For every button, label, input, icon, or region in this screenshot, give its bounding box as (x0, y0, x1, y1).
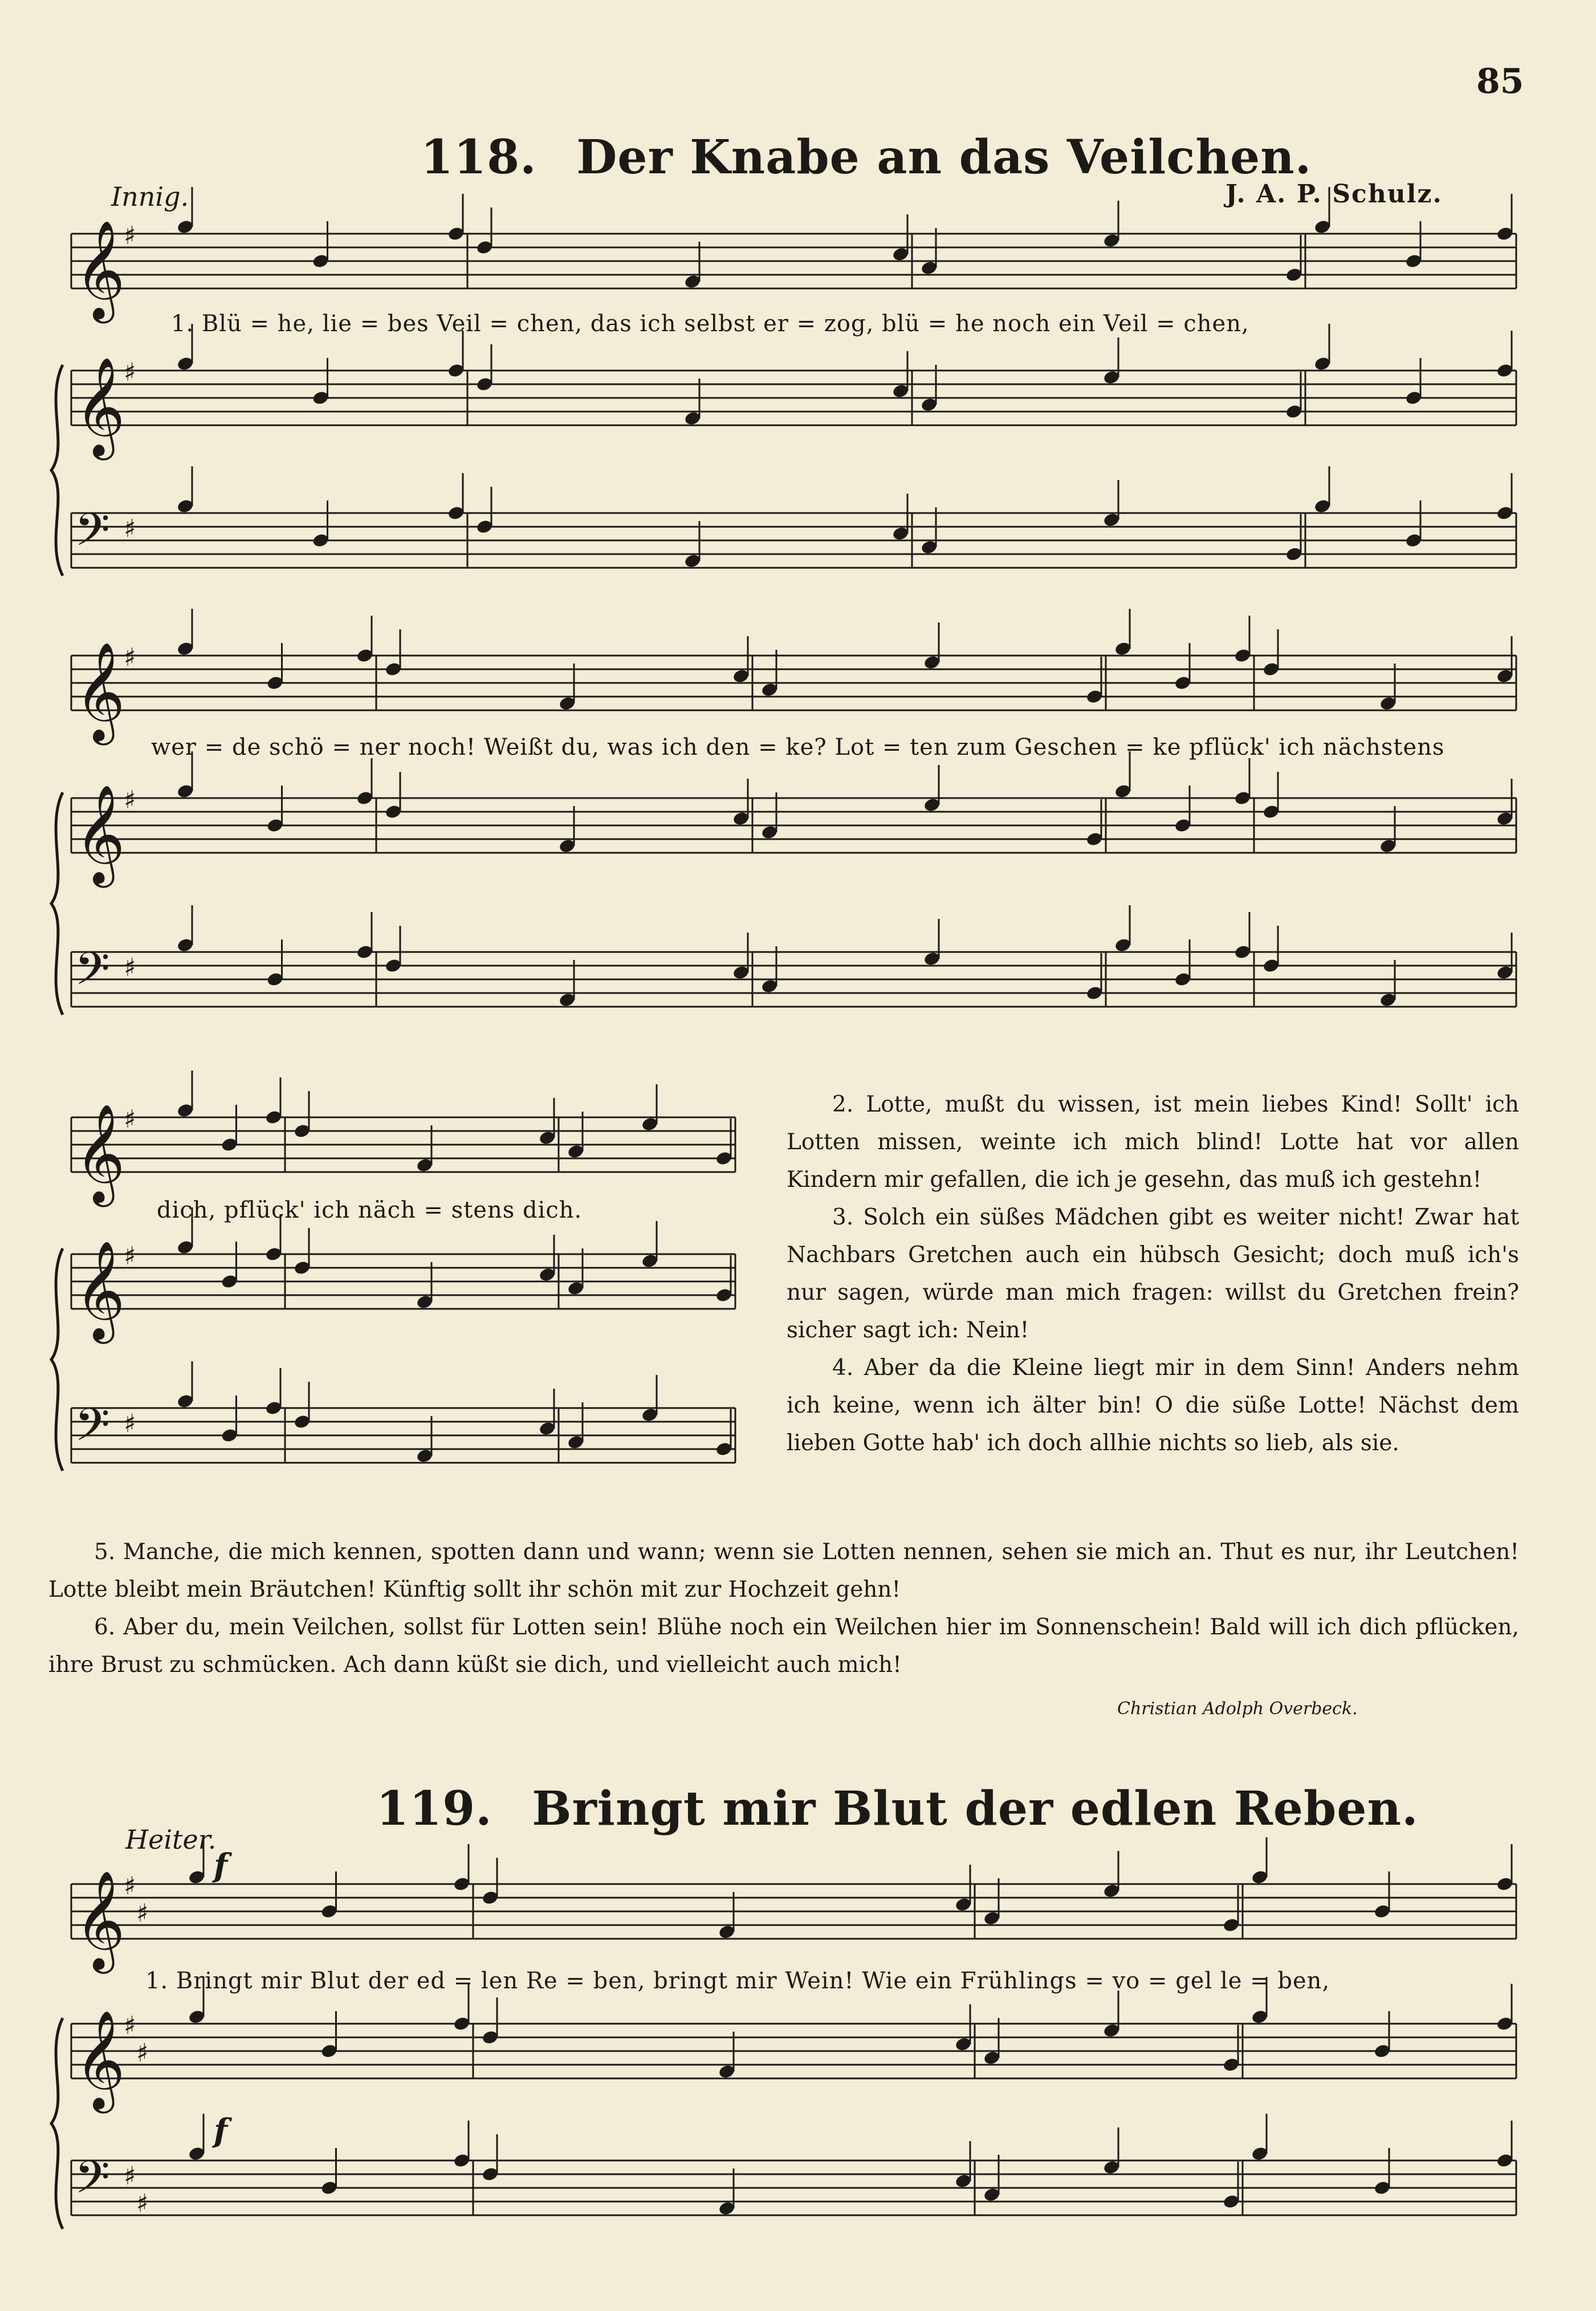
staff-systems (51, 187, 1516, 2229)
song-118-verse-4: 4. Aber da die Kleine liegt mir in dem Sinn! Anders nehm ich keine, wenn ich älter bin! O die süße Lotte! Nächst dem lieben Gotte hab' ich doch allhie nichts so lieb, als sie. (787, 1355, 1519, 1456)
sharp-sign: ♯ (124, 1409, 136, 1438)
song-118-tempo: Innig. (111, 181, 189, 212)
song-118-verse-5: 5. Manche, die mich kennen, spotten dann und wann; wenn sie Lotten nennen, sehen sie mich an. Thut es nur, ihr Leutchen! Lotte bleibt mein Bräutchen! Künftig sollt ihr schön mit zur Hochzeit gehn! (48, 1539, 1519, 1602)
sharp-sign: ♯ (136, 2189, 149, 2218)
sharp-sign: ♯ (124, 221, 136, 250)
treble-clef: 𝄞 (75, 357, 125, 456)
sharp-sign: ♯ (124, 1105, 136, 1134)
song-119-dynamic-forte-bass: f (214, 2112, 228, 2150)
sharp-sign: ♯ (124, 953, 136, 982)
system-brace (51, 2018, 63, 2229)
bass-clef: 𝄢 (75, 1398, 110, 1462)
sharp-sign: ♯ (136, 1899, 149, 1928)
song-119-lyrics-line-1: 1. Bringt mir Blut der ed = len Re = ben, bringt mir Wein! Wie ein Frühlings = vo = gel le = ben, (145, 1968, 1330, 1994)
system-brace (51, 365, 63, 576)
sharp-sign: ♯ (136, 2039, 149, 2068)
sharp-sign: ♯ (124, 786, 136, 815)
song-119-number: 119. (376, 1781, 492, 1836)
song-118-title: Der Knabe an das Veilchen. (576, 130, 1312, 185)
treble-clef: 𝄞 (75, 220, 125, 319)
sharp-sign: ♯ (124, 358, 136, 387)
bass-clef: 𝄢 (75, 2151, 110, 2215)
treble-clef: 𝄞 (75, 784, 125, 884)
song-118-composer: J. A. P. Schulz. (1226, 180, 1443, 209)
system-brace (51, 792, 63, 1015)
sharp-sign: ♯ (124, 1242, 136, 1271)
sharp-sign: ♯ (124, 643, 136, 672)
treble-clef: 𝄞 (75, 642, 125, 741)
song-119-title: Bringt mir Blut der edlen Reben. (532, 1781, 1419, 1836)
song-118-lyrics-line-3: dich, pflück' ich näch = stens dich. (157, 1197, 583, 1223)
treble-clef: 𝄞 (75, 1870, 125, 1970)
treble-clef: 𝄞 (75, 1240, 125, 1340)
song-118-lyrics-line-1: 1. Blü = he, lie = bes Veil = chen, das ich selbst er = zog, blü = he noch ein Veil = chen, (171, 311, 1249, 337)
treble-clef: 𝄞 (75, 1104, 125, 1203)
sharp-sign: ♯ (124, 514, 136, 543)
song-118-verse-6: 6. Aber du, mein Veilchen, sollst für Lotten sein! Blühe noch ein Weilchen hier im Sonnenschein! Bald will ich dich pflücken, ihre Brust zu schmücken. Ach dann küßt sie dich, und vielleicht auch mich! (48, 1614, 1519, 1678)
sharp-sign: ♯ (124, 2162, 136, 2191)
song-118-lyrics-line-2: wer = de schö = ner noch! Weißt du, was ich den = ke? Lot = ten zum Geschen = ke pflück' ich nächstens (151, 734, 1445, 760)
page-number: 85 (1476, 62, 1524, 101)
song-118-number: 118. (421, 130, 537, 185)
song-119-tempo: Heiter. (125, 1824, 217, 1855)
sharp-sign: ♯ (124, 1871, 136, 1901)
system-brace (51, 1248, 63, 1471)
song-118-verse-2: 2. Lotte, mußt du wissen, ist mein liebes Kind! Sollt' ich Lotten missen, weinte ich mich blind! Lotte hat vor allen Kindern mir gefallen, die ich je gesehn, das muß ich gestehn! (787, 1092, 1519, 1193)
bass-clef: 𝄢 (75, 503, 110, 567)
sharp-sign: ♯ (124, 2011, 136, 2040)
treble-clef: 𝄞 (75, 2010, 125, 2109)
song-118-verse-3: 3. Solch ein süßes Mädchen gibt es weiter nicht! Zwar hat Nachbars Gretchen auch ein hübsch Gesicht; doch muß ich's nur sagen, würde man mich fragen: willst du Gretchen frein? sicher sagt ich: Nein! (787, 1205, 1519, 1343)
bass-clef: 𝄢 (75, 942, 110, 1006)
song-119-dynamic-forte: f (214, 1847, 228, 1885)
song-118-poet: Christian Adolph Overbeck. (1117, 1699, 1358, 1719)
